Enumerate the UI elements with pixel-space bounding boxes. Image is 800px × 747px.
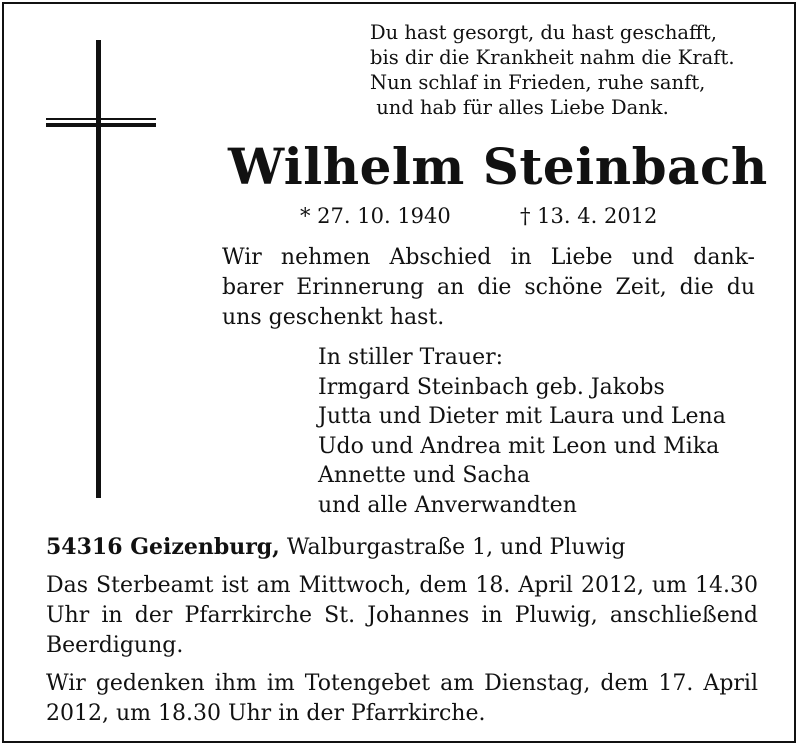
cross-horizontal-bar-thin	[46, 118, 156, 120]
mourners-block	[318, 343, 788, 520]
cross-vertical-bar	[96, 40, 101, 498]
farewell-line: uns geschenkt hast.	[222, 305, 445, 330]
prayer-line: Wir gedenken ihm im Totengebet am Dienstag, dem 17. April	[46, 671, 758, 696]
address-place: 54316 Geizenburg,	[46, 534, 280, 560]
mourners-heading: In stiller Trauer:	[318, 345, 504, 370]
service-line: Uhr in der Pfarrkirche St. Johannes in Pluwig, anschließend	[46, 603, 758, 628]
mourner-name: und alle Anverwandten	[318, 492, 577, 518]
death-date: † 13. 4. 2012	[520, 204, 658, 228]
deceased-name: Wilhelm Steinbach	[228, 137, 768, 196]
mourner-name: Jutta und Dieter mit Laura und Lena	[318, 404, 726, 429]
verse-line: und hab für alles Liebe Dank.	[370, 96, 669, 119]
service-line: Beerdigung.	[46, 633, 184, 658]
mourner-name: Udo und Andrea mit Leon und Mika	[318, 433, 720, 459]
address-street: Walburgastraße 1, und Pluwig	[279, 535, 626, 560]
farewell-line: barer Erinnerung an die schöne Zeit, die du	[222, 275, 755, 300]
cross-horizontal-bar	[46, 123, 156, 127]
verse-line: Du hast gesorgt, du hast geschafft,	[370, 21, 717, 44]
prayer-line: 2012, um 18.30 Uhr in der Pfarrkirche.	[46, 701, 486, 726]
prayer-info	[46, 669, 758, 729]
service-info	[46, 571, 758, 661]
mourner-name: Annette und Sacha	[318, 463, 531, 488]
mourner-name: Irmgard Steinbach geb. Jakobs	[318, 374, 665, 400]
service-line: Das Sterbeamt ist am Mittwoch, dem 18. April 2012, um 14.30	[46, 573, 758, 598]
address-line	[46, 532, 766, 563]
farewell-line: Wir nehmen Abschied in Liebe und dank-	[222, 245, 755, 270]
farewell-text	[222, 243, 755, 333]
verse-line: bis dir die Krankheit nahm die Kraft.	[370, 46, 735, 69]
verse-line: Nun schlaf in Frieden, ruhe sanft,	[370, 71, 706, 94]
memorial-verse	[370, 20, 780, 120]
birth-date: * 27. 10. 1940	[300, 204, 451, 228]
